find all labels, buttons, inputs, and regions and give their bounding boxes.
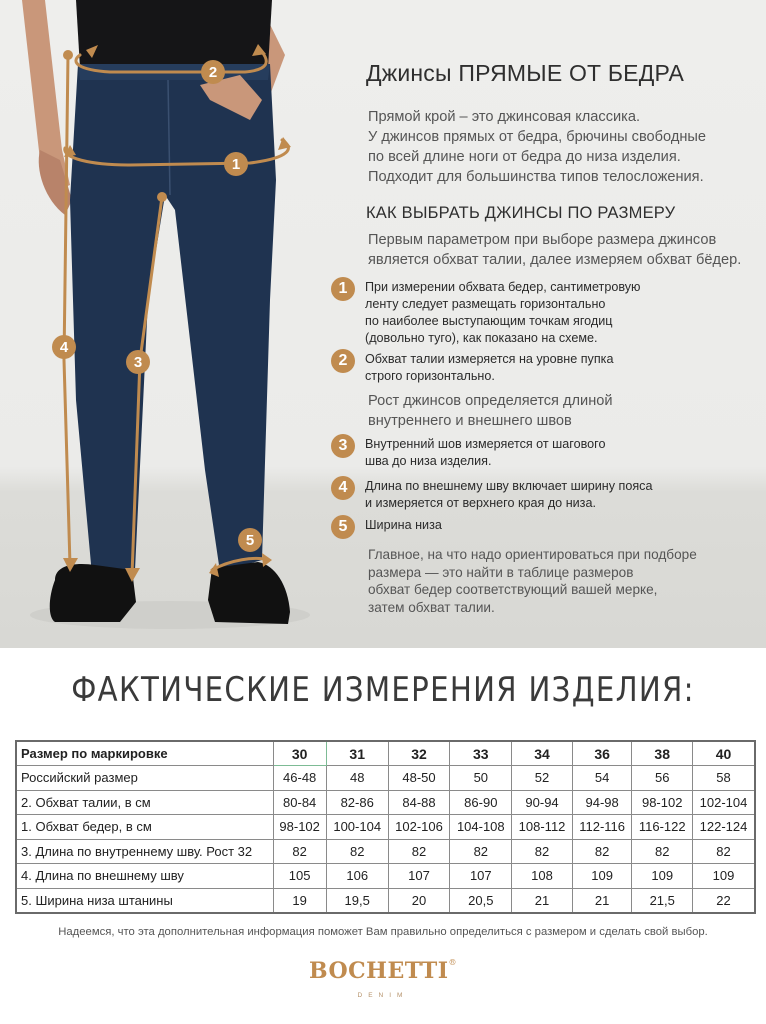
step-line: При измерении обхвата бедер, сантиметровую	[365, 280, 641, 294]
how-to-line: Первым параметром при выборе размера джинсов	[368, 232, 717, 248]
table-row	[16, 839, 755, 864]
row-label: 1. Обхват бедер, в см	[16, 815, 273, 840]
size-header: 40	[693, 741, 755, 766]
table-cell: 82-86	[326, 790, 388, 815]
table-cell: 86-90	[450, 790, 512, 815]
table-header-row	[16, 741, 755, 766]
row-label: 2. Обхват талии, в см	[16, 790, 273, 815]
table-row	[16, 766, 755, 791]
number-badge: 1	[331, 277, 355, 301]
table-cell: 48	[326, 766, 388, 791]
table-cell: 106	[326, 864, 388, 889]
table-cell: 48-50	[388, 766, 450, 791]
row-label: Российский размер	[16, 766, 273, 791]
table-cell: 20	[388, 888, 450, 913]
table-cell: 122-124	[693, 815, 755, 840]
table-row	[16, 790, 755, 815]
advice-line: обхват бедер соответствующий вашей мерке,	[368, 582, 658, 597]
table-cell: 100-104	[326, 815, 388, 840]
step-line: шва до низа изделия.	[365, 454, 492, 468]
svg-text:3: 3	[133, 354, 143, 371]
table-cell: 58	[693, 766, 755, 791]
how-to-title: КАК ВЫБРАТЬ ДЖИНСЫ ПО РАЗМЕРУ	[366, 204, 676, 222]
registered-mark: ®	[448, 958, 457, 967]
number-badge: 5	[331, 515, 355, 539]
step-line: строго горизонтально.	[365, 369, 495, 383]
how-to-line: является обхват талии, далее измеряем обхват бёдер.	[368, 252, 742, 268]
intro-line: У джинсов прямых от бедра, брючины свободные	[368, 129, 707, 145]
table-cell: 19,5	[326, 888, 388, 913]
how-to-text	[368, 230, 741, 270]
size-header: 33	[450, 741, 512, 766]
header-label: Размер по маркировке	[16, 741, 273, 766]
table-cell: 54	[572, 766, 632, 791]
size-header: 31	[326, 741, 388, 766]
svg-text:2: 2	[208, 64, 218, 81]
step-line: Ширина низа	[365, 518, 442, 532]
advice-line: размера — это найти в таблице размеров	[368, 564, 634, 580]
table-cell: 19	[273, 888, 326, 913]
table-cell: 20,5	[450, 888, 512, 913]
table-cell: 109	[693, 864, 755, 889]
table-cell: 21,5	[632, 888, 693, 913]
brand-subtitle: DENIM	[357, 992, 409, 999]
row-label: 5. Ширина низа штанины	[16, 888, 273, 913]
advice-line: затем обхват талии.	[368, 599, 495, 615]
table-cell: 52	[512, 766, 573, 791]
table-cell: 56	[632, 766, 693, 791]
size-header: 36	[572, 741, 632, 766]
table-cell: 109	[632, 864, 693, 889]
table-row	[16, 888, 755, 913]
table-cell: 98-102	[632, 790, 693, 815]
table-row	[16, 815, 755, 840]
table-cell: 94-98	[572, 790, 632, 815]
table-cell: 102-104	[693, 790, 755, 815]
intro-line: по всей длине ноги от бедра до низа изделия.	[368, 149, 681, 165]
number-badge: 3	[331, 434, 355, 458]
table-row	[16, 864, 755, 889]
step-line: Внутренний шов измеряется от шагового	[365, 437, 606, 451]
table-cell: 82	[693, 839, 755, 864]
table-cell: 98-102	[273, 815, 326, 840]
size-header: 30	[273, 741, 326, 766]
table-cell: 22	[693, 888, 755, 913]
height-text	[368, 391, 613, 431]
table-cell: 46-48	[273, 766, 326, 791]
step-4	[331, 478, 652, 512]
step-line: Обхват талии измеряется на уровне пупка	[365, 352, 614, 366]
number-badge: 2	[331, 349, 355, 373]
intro-line: Подходит для большинства типов телосложения.	[368, 169, 704, 185]
intro-text	[368, 107, 706, 187]
svg-text:5: 5	[245, 532, 255, 549]
table-cell: 82	[388, 839, 450, 864]
svg-text:1: 1	[231, 156, 241, 173]
number-badge: 4	[331, 476, 355, 500]
table-cell: 82	[450, 839, 512, 864]
row-label: 4. Длина по внешнему шву	[16, 864, 273, 889]
svg-text:4: 4	[59, 339, 69, 356]
table-cell: 82	[512, 839, 573, 864]
table-cell: 116-122	[632, 815, 693, 840]
table-cell: 102-106	[388, 815, 450, 840]
footer-note: Надеемся, что эта дополнительная информация поможет Вам правильно определиться с размером и сделать свой выбор.	[58, 926, 708, 938]
table-cell: 105	[273, 864, 326, 889]
table-cell: 50	[450, 766, 512, 791]
intro-line: Прямой крой – это джинсовая классика.	[368, 109, 641, 125]
table-cell: 82	[572, 839, 632, 864]
height-line: Рост джинсов определяется длиной	[368, 393, 613, 409]
size-table	[15, 740, 756, 914]
table-cell: 82	[273, 839, 326, 864]
row-label: 3. Длина по внутреннему шву. Рост 32	[16, 839, 273, 864]
brand-logo	[0, 958, 766, 984]
brand-name: BOCHETTI	[309, 958, 449, 984]
table-cell: 84-88	[388, 790, 450, 815]
step-line: по наиболее выступающим точкам ягодиц	[365, 314, 613, 328]
table-cell: 107	[388, 864, 450, 889]
measurements-title: ФАКТИЧЕСКИЕ ИЗМЕРЕНИЯ ИЗДЕЛИЯ:	[71, 670, 695, 710]
step-line: и измеряется от верхнего края до низа.	[365, 496, 596, 510]
step-line: ленту следует размещать горизонтально	[365, 297, 606, 311]
table-cell: 21	[572, 888, 632, 913]
table-cell: 82	[326, 839, 388, 864]
advice-line: Главное, на что надо ориентироваться при подборе	[368, 547, 697, 562]
table-cell: 21	[512, 888, 573, 913]
table-cell: 104-108	[450, 815, 512, 840]
table-cell: 108-112	[512, 815, 573, 840]
main-advice-text	[368, 546, 697, 616]
size-header: 38	[632, 741, 693, 766]
table-cell: 107	[450, 864, 512, 889]
size-header: 34	[512, 741, 573, 766]
size-header: 32	[388, 741, 450, 766]
table-cell: 108	[512, 864, 573, 889]
step-5	[331, 517, 442, 539]
step-line: Длина по внешнему шву включает ширину пояса	[365, 479, 653, 493]
step-2	[331, 351, 613, 385]
height-line: внутреннего и внешнего швов	[368, 413, 572, 429]
table-cell: 82	[632, 839, 693, 864]
step-1	[331, 279, 640, 347]
product-title: Джинсы ПРЯМЫЕ ОТ БЕДРА	[366, 60, 685, 86]
step-line: (довольно туго), как показано на схеме.	[365, 331, 598, 345]
table-cell: 80-84	[273, 790, 326, 815]
table-cell: 112-116	[572, 815, 632, 840]
step-3	[331, 436, 605, 470]
table-cell: 109	[572, 864, 632, 889]
table-cell: 90-94	[512, 790, 573, 815]
